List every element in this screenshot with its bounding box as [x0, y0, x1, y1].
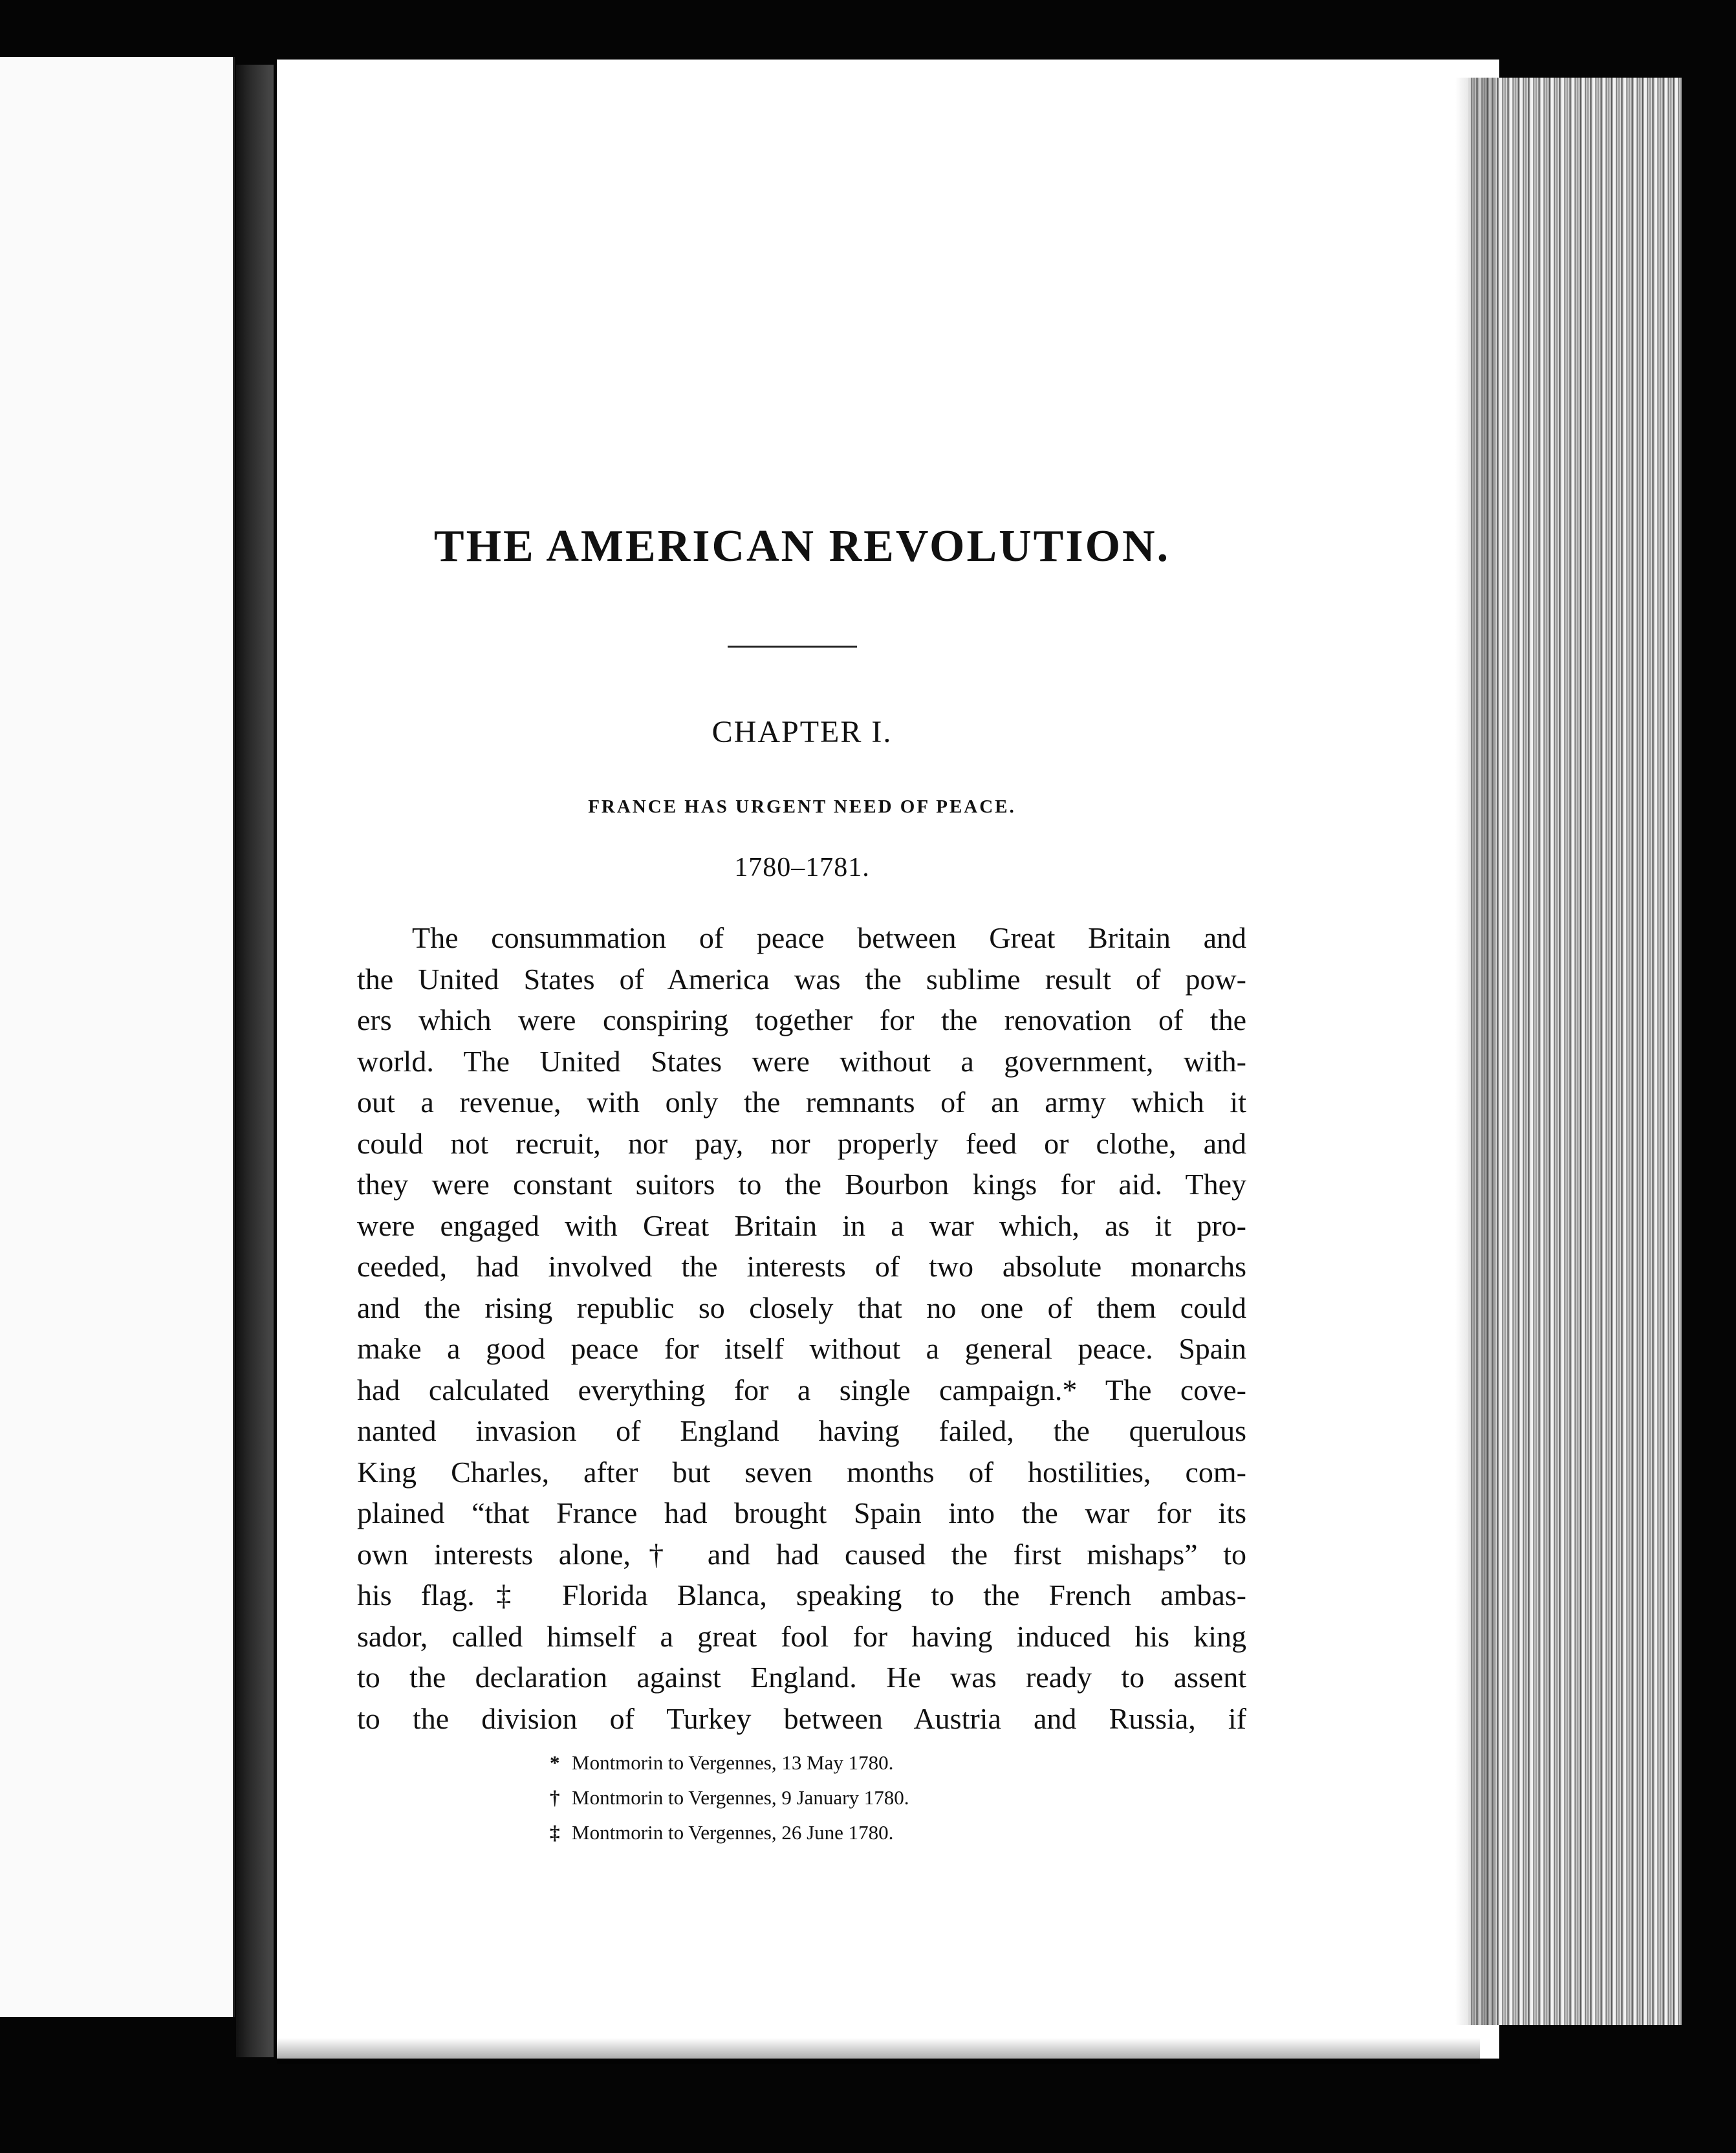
body-line: nanted invasion of England having failed, the querulous — [357, 1414, 1246, 1447]
footnotes — [550, 1745, 1132, 1850]
footnote — [550, 1780, 1132, 1815]
chapter-heading: CHAPTER I. — [711, 715, 893, 749]
footnote-text: Montmorin to Vergennes, 26 June 1780. — [572, 1821, 894, 1844]
body-line: his flag.‡ Florida Blanca, speaking to the French ambas- — [357, 1579, 1246, 1612]
book-gutter — [236, 65, 274, 2057]
footnote-mark: ‡ — [550, 1821, 560, 1844]
body-line: sador, called himself a great fool for having induced his king — [357, 1619, 1246, 1653]
body-line: own interests alone,† and had caused the first mishaps” to — [357, 1537, 1246, 1571]
body-line: ceeded, had involved the interests of two absolute monarchs — [357, 1250, 1246, 1283]
body-line: King Charles, after but seven months of hostilities, com- — [357, 1455, 1246, 1489]
body-line: ers which were conspiring together for the renovation of the — [357, 1003, 1246, 1036]
footnote-mark: † — [550, 1786, 560, 1809]
body-line: could not recruit, nor pay, nor properly feed or clothe, and — [357, 1126, 1246, 1160]
body-line: out a revenue, with only the remnants of an army which it — [357, 1086, 1246, 1119]
book-title: THE AMERICAN REVOLUTION. — [433, 521, 1171, 571]
facing-page — [0, 57, 235, 2017]
body-line: they were constant suitors to the Bourbon kings for aid. They — [357, 1168, 1246, 1201]
page-block-edge — [1468, 78, 1682, 2025]
chapter-subtitle: FRANCE HAS URGENT NEED OF PEACE. — [588, 796, 1016, 817]
body-line: world. The United States were without a government, with- — [357, 1044, 1246, 1078]
title-divider — [728, 646, 857, 648]
body-line: the United States of America was the sublime result of pow- — [357, 962, 1246, 996]
body-paragraph — [357, 917, 1246, 1739]
chapter-dates: 1780–1781. — [734, 853, 870, 882]
page-bottom-shadow — [277, 2038, 1480, 2064]
body-line: were engaged with Great Britain in a war which, as it pro- — [357, 1208, 1246, 1242]
body-line: plained “that France had brought Spain into the war for its — [357, 1496, 1246, 1529]
footnote-mark: * — [550, 1751, 560, 1774]
footnote-text: Montmorin to Vergennes, 9 January 1780. — [572, 1786, 909, 1809]
edge-shadow — [1455, 78, 1494, 2025]
body-line: to the declaration against England. He was ready to assent — [357, 1661, 1246, 1694]
body-line: to the division of Turkey between Austria and Russia, if — [357, 1701, 1246, 1735]
body-line: The consummation of peace between Great Britain and — [412, 921, 1246, 954]
footnote-text: Montmorin to Vergennes, 13 May 1780. — [572, 1751, 894, 1774]
footnote — [550, 1745, 1132, 1780]
body-line: had calculated everything for a single campaign.* The cove- — [357, 1373, 1246, 1406]
body-line: make a good peace for itself without a general peace. Spain — [357, 1332, 1246, 1365]
body-line: and the rising republic so closely that no one of them could — [357, 1291, 1246, 1324]
footnote — [550, 1815, 1132, 1850]
